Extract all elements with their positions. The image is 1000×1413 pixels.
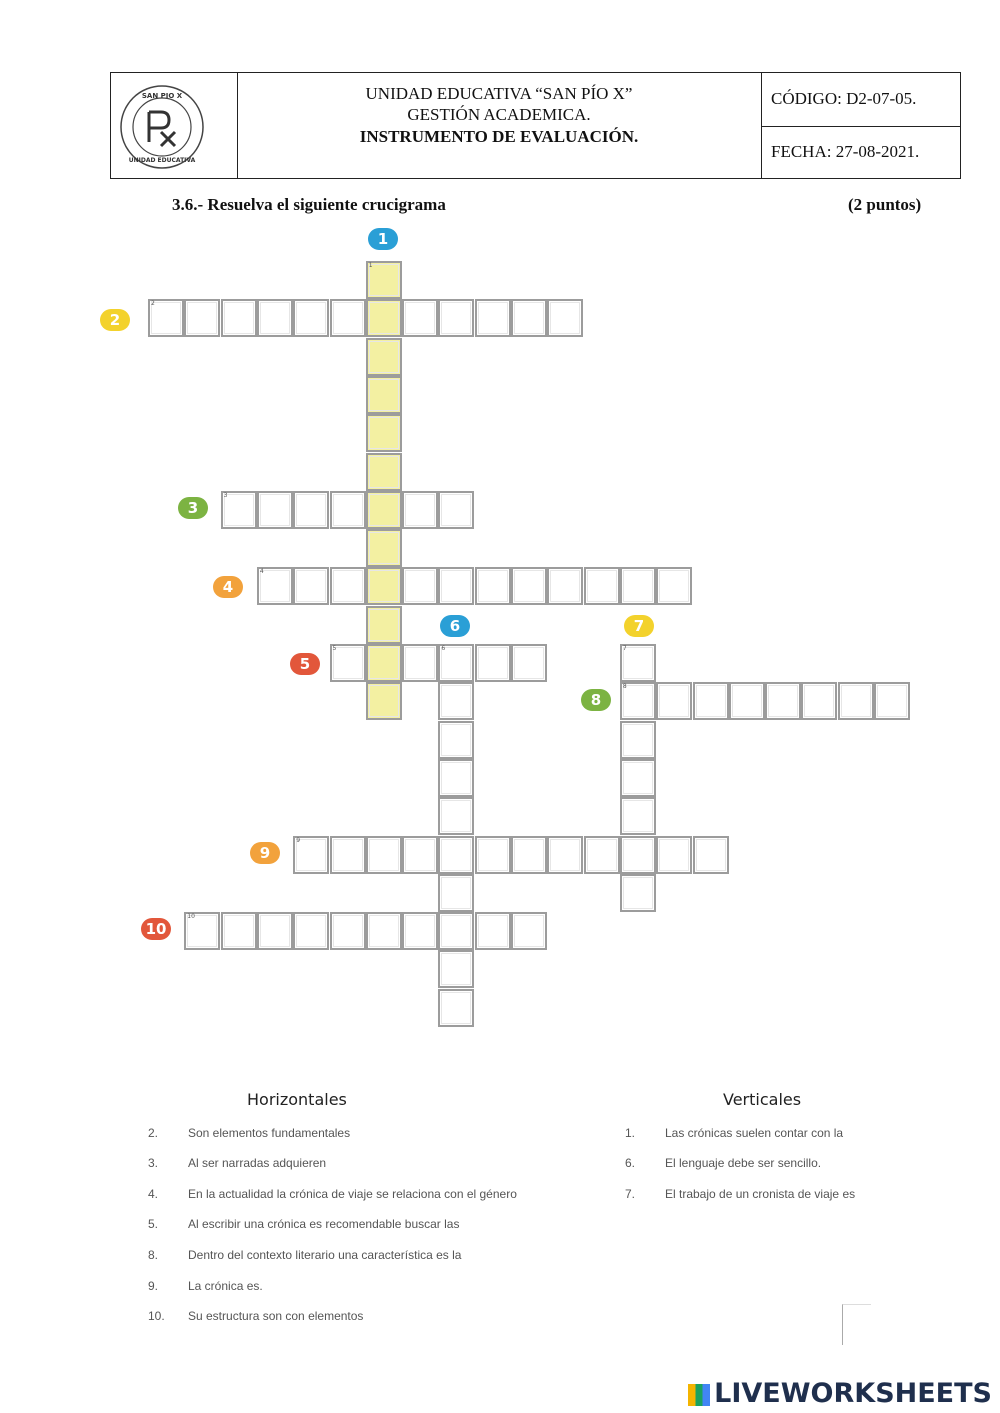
crossword-cell[interactable] [293, 567, 329, 605]
crossword-cell[interactable] [511, 912, 547, 950]
crossword-cell[interactable] [438, 491, 474, 529]
crossword-cell[interactable] [547, 567, 583, 605]
liveworksheets-logo [688, 1378, 992, 1409]
crossword-cell[interactable] [438, 797, 474, 835]
clue-number: 4. [148, 1187, 159, 1201]
crossword-cell[interactable] [330, 912, 366, 950]
crossword-cell[interactable] [874, 682, 910, 720]
department-name: GESTIÓN ACADEMICA. [407, 105, 591, 124]
crossword-cell[interactable] [330, 299, 366, 337]
crossword-cell[interactable] [366, 299, 402, 337]
crossword-cell[interactable] [838, 682, 874, 720]
crossword-cell[interactable] [402, 491, 438, 529]
clue-text: Las crónicas suelen contar con la [665, 1126, 844, 1140]
page-corner-mark [842, 1304, 871, 1345]
crossword-cell[interactable] [693, 836, 729, 874]
brand-icon [688, 1384, 710, 1406]
clue-badge-10: 10 [141, 918, 171, 940]
crossword-cell[interactable] [366, 529, 402, 567]
crossword-cell[interactable] [330, 644, 366, 682]
crossword-cell[interactable] [693, 682, 729, 720]
clue-number: 3. [148, 1156, 159, 1170]
crossword-cell[interactable] [366, 606, 402, 644]
school-name: UNIDAD EDUCATIVA “SAN PÍO X” [365, 84, 633, 103]
clue-text: El trabajo de un cronista de viaje es [665, 1187, 856, 1201]
cell-number: 6 [441, 645, 446, 652]
clue-text: Al escribir una crónica es recomendable buscar las [188, 1217, 460, 1231]
crossword-cell[interactable] [438, 759, 474, 797]
crossword-cell[interactable] [620, 682, 656, 720]
crossword-cell[interactable] [402, 567, 438, 605]
crossword-cell[interactable] [257, 491, 293, 529]
crossword-cell[interactable] [511, 836, 547, 874]
clue-text: Al ser narradas adquieren [188, 1156, 327, 1170]
crossword-cell[interactable] [511, 567, 547, 605]
crossword-cell[interactable] [366, 261, 402, 299]
crossword-cell[interactable] [221, 299, 257, 337]
crossword-cell[interactable] [438, 567, 474, 605]
clue-text: Su estructura son con elementos [188, 1309, 364, 1323]
clue-badge-8: 8 [581, 689, 611, 711]
crossword-cell[interactable] [366, 567, 402, 605]
crossword-cell[interactable] [148, 299, 184, 337]
clue-badge-5: 5 [290, 653, 320, 675]
crossword-cell[interactable] [438, 950, 474, 988]
crossword-cell[interactable] [620, 721, 656, 759]
crossword-cell[interactable] [293, 836, 329, 874]
cell-number: 1 [368, 262, 373, 269]
brand-text: LIVEWORKSHEETS [714, 1378, 992, 1409]
clue-number: 1. [625, 1126, 636, 1140]
crossword-cell[interactable] [620, 797, 656, 835]
crossword-cell[interactable] [184, 912, 220, 950]
exercise-points: (2 puntos) [848, 195, 922, 214]
crossword-cell[interactable] [511, 644, 547, 682]
crossword-cell[interactable] [620, 567, 656, 605]
crossword-cell[interactable] [330, 491, 366, 529]
crossword-cell[interactable] [765, 682, 801, 720]
crossword-cell[interactable] [366, 644, 402, 682]
crossword-cell[interactable] [257, 567, 293, 605]
crossword-cell[interactable] [402, 299, 438, 337]
clue-badge-7: 7 [624, 615, 654, 637]
crossword-cell[interactable] [257, 299, 293, 337]
logo-text-top: SAN PIO X [141, 92, 183, 100]
crossword-cell[interactable] [620, 644, 656, 682]
cell-number: 9 [296, 836, 301, 844]
crossword-cell[interactable] [438, 299, 474, 337]
clue-number: 5. [148, 1217, 159, 1231]
crossword-cell[interactable] [438, 989, 474, 1027]
clue-number: 8. [148, 1248, 159, 1262]
cell-number: 8 [622, 683, 627, 691]
crossword-cell[interactable] [366, 376, 402, 414]
crossword-cell[interactable] [729, 682, 765, 720]
crossword-cell[interactable] [366, 414, 402, 452]
crossword-cell[interactable] [221, 912, 257, 950]
crossword-cell[interactable] [293, 299, 329, 337]
clue-number: 9. [148, 1279, 159, 1293]
cell-number: 3 [223, 491, 228, 499]
crossword-cell[interactable] [221, 491, 257, 529]
crossword-cell[interactable] [366, 338, 402, 376]
clue-number: 6. [625, 1156, 636, 1170]
crossword-cell[interactable] [475, 567, 511, 605]
crossword-cell[interactable] [438, 644, 474, 682]
crossword-cell[interactable] [184, 299, 220, 337]
clue-number: 7. [625, 1187, 636, 1201]
clue-badge-2: 2 [100, 309, 130, 331]
document-code: CÓDIGO: D2-07-05. [771, 89, 917, 108]
crossword-cell[interactable] [438, 836, 474, 874]
crossword-cell[interactable] [366, 491, 402, 529]
crossword-cell[interactable] [801, 682, 837, 720]
crossword-cell[interactable] [547, 836, 583, 874]
crossword-cell[interactable] [402, 912, 438, 950]
crossword-cell[interactable] [257, 912, 293, 950]
crossword-cell[interactable] [330, 836, 366, 874]
cell-number: 4 [259, 568, 264, 576]
crossword-cell[interactable] [438, 721, 474, 759]
crossword-cell[interactable] [438, 912, 474, 950]
clue-badge-9: 9 [250, 842, 280, 864]
clue-badge-3: 3 [178, 497, 208, 519]
horizontal-clues-title: Horizontales [247, 1090, 347, 1109]
crossword-cell[interactable] [293, 912, 329, 950]
crossword-cell[interactable] [366, 453, 402, 491]
crossword-cell[interactable] [656, 567, 692, 605]
cell-number: 2 [151, 300, 155, 308]
instrument-title: INSTRUMENTO DE EVALUACIÓN. [359, 127, 639, 146]
clue-text: Son elementos fundamentales [188, 1126, 351, 1140]
clue-badge-4: 4 [213, 576, 243, 598]
crossword-cell[interactable] [402, 836, 438, 874]
crossword-cell[interactable] [438, 682, 474, 720]
crossword-cell[interactable] [584, 567, 620, 605]
crossword-cell[interactable] [366, 912, 402, 950]
clue-text: La crónica es. [188, 1279, 263, 1293]
clue-badge-1: 1 [368, 228, 398, 250]
crossword-cell[interactable] [475, 912, 511, 950]
clue-badge-6: 6 [440, 615, 470, 637]
crossword-cell[interactable] [366, 682, 402, 720]
crossword-cell[interactable] [475, 644, 511, 682]
clue-number: 2. [148, 1126, 159, 1140]
clue-text: En la actualidad la crónica de viaje se relaciona con el género [188, 1187, 517, 1201]
crossword-cell[interactable] [293, 491, 329, 529]
crossword-cell[interactable] [475, 299, 511, 337]
crossword-cell[interactable] [511, 299, 547, 337]
crossword-cell[interactable] [366, 836, 402, 874]
cell-number: 5 [332, 645, 337, 652]
vertical-clues-title: Verticales [723, 1090, 802, 1109]
cell-number: 7 [622, 645, 627, 652]
crossword-cell[interactable] [620, 759, 656, 797]
crossword-cell[interactable] [475, 836, 511, 874]
crossword-cell[interactable] [656, 836, 692, 874]
logo-text-bottom: UNIDAD EDUCATIVA [128, 157, 196, 164]
clue-text: Dentro del contexto literario una característica es la [188, 1248, 462, 1262]
document-date: FECHA: 27-08-2021. [771, 142, 920, 161]
cell-number: 10 [187, 913, 195, 921]
crossword-cell[interactable] [402, 644, 438, 682]
crossword-cell[interactable] [330, 567, 366, 605]
crossword-cell[interactable] [438, 874, 474, 912]
crossword-cell[interactable] [547, 299, 583, 337]
crossword-cell[interactable] [584, 836, 620, 874]
crossword-cell[interactable] [620, 836, 656, 874]
crossword-cell[interactable] [656, 682, 692, 720]
clue-text: El lenguaje debe ser sencillo. [665, 1156, 822, 1170]
clue-number: 10. [148, 1309, 165, 1323]
exercise-title: 3.6.- Resuelva el siguiente crucigrama [172, 195, 446, 214]
crossword-cell[interactable] [620, 874, 656, 912]
